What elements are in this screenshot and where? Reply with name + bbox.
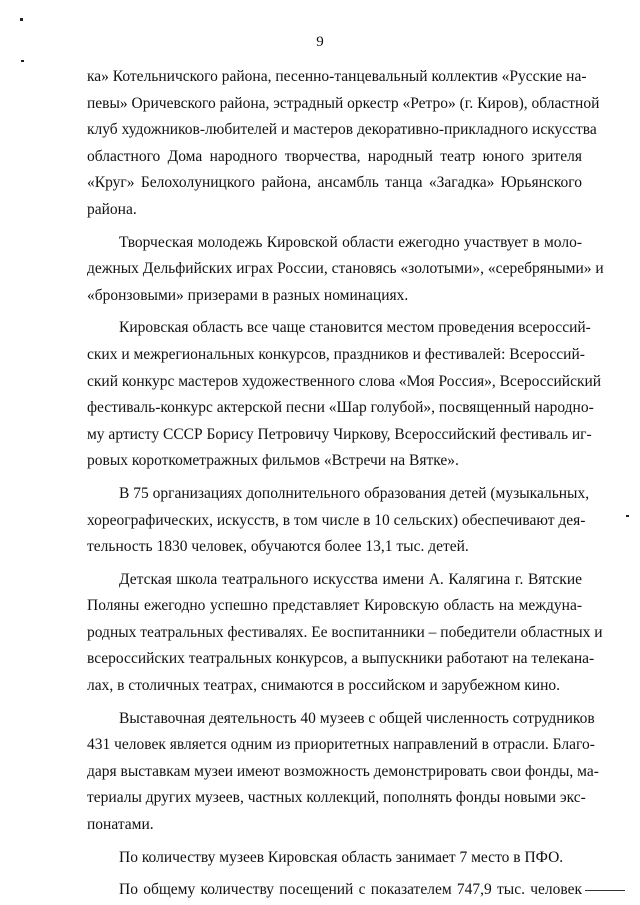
paragraph bbox=[87, 845, 582, 872]
margin-mark-top bbox=[20, 18, 23, 21]
text-line: ровых короткометражных фильмов «Встречи на Вятке». bbox=[87, 452, 459, 470]
text-line: хореографических, искусств, в том числе в 10 сельских) обеспечивают дея- bbox=[87, 511, 586, 529]
text-line: певы» Оричевского района, эстрадный оркестр «Ретро» (г. Киров), областной bbox=[87, 94, 600, 112]
paragraph bbox=[87, 481, 590, 561]
text-line: Выставочная деятельность 40 музеев с общей численность сотрудников bbox=[119, 709, 595, 727]
footer-rule bbox=[585, 890, 625, 891]
paragraph bbox=[87, 877, 582, 904]
text-line: областного Дома народного творчества, народный театр юного зрителя bbox=[87, 147, 582, 165]
text-line: В 75 организациях дополнительного образования детей (музыкальных, bbox=[119, 484, 590, 502]
paragraph bbox=[87, 567, 603, 700]
text-line: Поляны ежегодно успешно представляет Кировскую область на междуна- bbox=[87, 597, 582, 615]
text-line: Детская школа театрального искусства имени А. Калягина г. Вятские bbox=[119, 570, 582, 588]
text-line: лах, в столичных театрах, снимаются в российском и зарубежном кино. bbox=[87, 677, 561, 695]
text-line: клуб художников-любителей и мастеров декоративно-прикладного искусства bbox=[87, 121, 597, 139]
paragraph bbox=[87, 230, 604, 310]
text-line: дежных Дельфийских играх России, становясь «золотыми», «серебряными» и bbox=[87, 260, 604, 278]
text-line: По количеству музеев Кировская область занимает 7 место в ПФО. bbox=[119, 848, 564, 866]
text-line: района. bbox=[87, 200, 137, 218]
text-line: 431 человек является одним из приоритетных направлений в отрасли. Благо- bbox=[87, 736, 595, 754]
text-line: даря выставкам музеи имеют возможность демонстрировать свои фонды, ма- bbox=[87, 762, 599, 780]
text-line: «Круг» Белохолуницкого района, ансамбль танца «Загадка» Юрьянского bbox=[87, 174, 582, 192]
paragraph bbox=[87, 64, 600, 224]
text-line: териалы других музеев, частных коллекций, пополнять фонды новыми экс- bbox=[87, 789, 586, 807]
page-number: 9 bbox=[316, 34, 324, 50]
text-line: фестиваль-конкурс актерской песни «Шар голубой», посвященный народно- bbox=[87, 399, 594, 417]
text-line: ка» Котельничского района, песенно-танцевальный коллектив «Русские на- bbox=[87, 68, 587, 85]
text-line: По общему количеству посещений с показателем 747,9 тыс. человек bbox=[119, 881, 582, 899]
text-line: ских и межрегиональных конкурсов, праздников и фестивалей: Всероссий- bbox=[87, 345, 585, 363]
text-line: му артисту СССР Борису Петровичу Чиркову, Всероссийский фестиваль иг- bbox=[87, 425, 592, 443]
text-line: тельность 1830 человек, обучаются более 13,1 тыс. детей. bbox=[87, 538, 469, 556]
text-line: родных театральных фестивалях. Ее воспитанники – победители областных и bbox=[87, 623, 603, 641]
text-line: Кировская область все чаще становится местом проведения всероссий- bbox=[119, 319, 591, 337]
paragraph bbox=[87, 315, 602, 475]
text-line: Творческая молодежь Кировской области ежегодно участвует в моло- bbox=[119, 233, 582, 251]
text-line: понатами. bbox=[87, 816, 154, 834]
text-line: ский конкурс мастеров художественного слова «Моя Россия», Всероссийский bbox=[87, 372, 602, 390]
paragraph bbox=[87, 706, 599, 839]
document-body bbox=[87, 64, 604, 904]
text-line: всероссийских театральных конкурсов, а выпускники работают на телекана- bbox=[87, 650, 595, 668]
text-line: «бронзовыми» призерами в разных номинациях. bbox=[87, 286, 409, 304]
margin-mark-right bbox=[626, 515, 629, 517]
margin-mark-middle bbox=[21, 60, 24, 62]
